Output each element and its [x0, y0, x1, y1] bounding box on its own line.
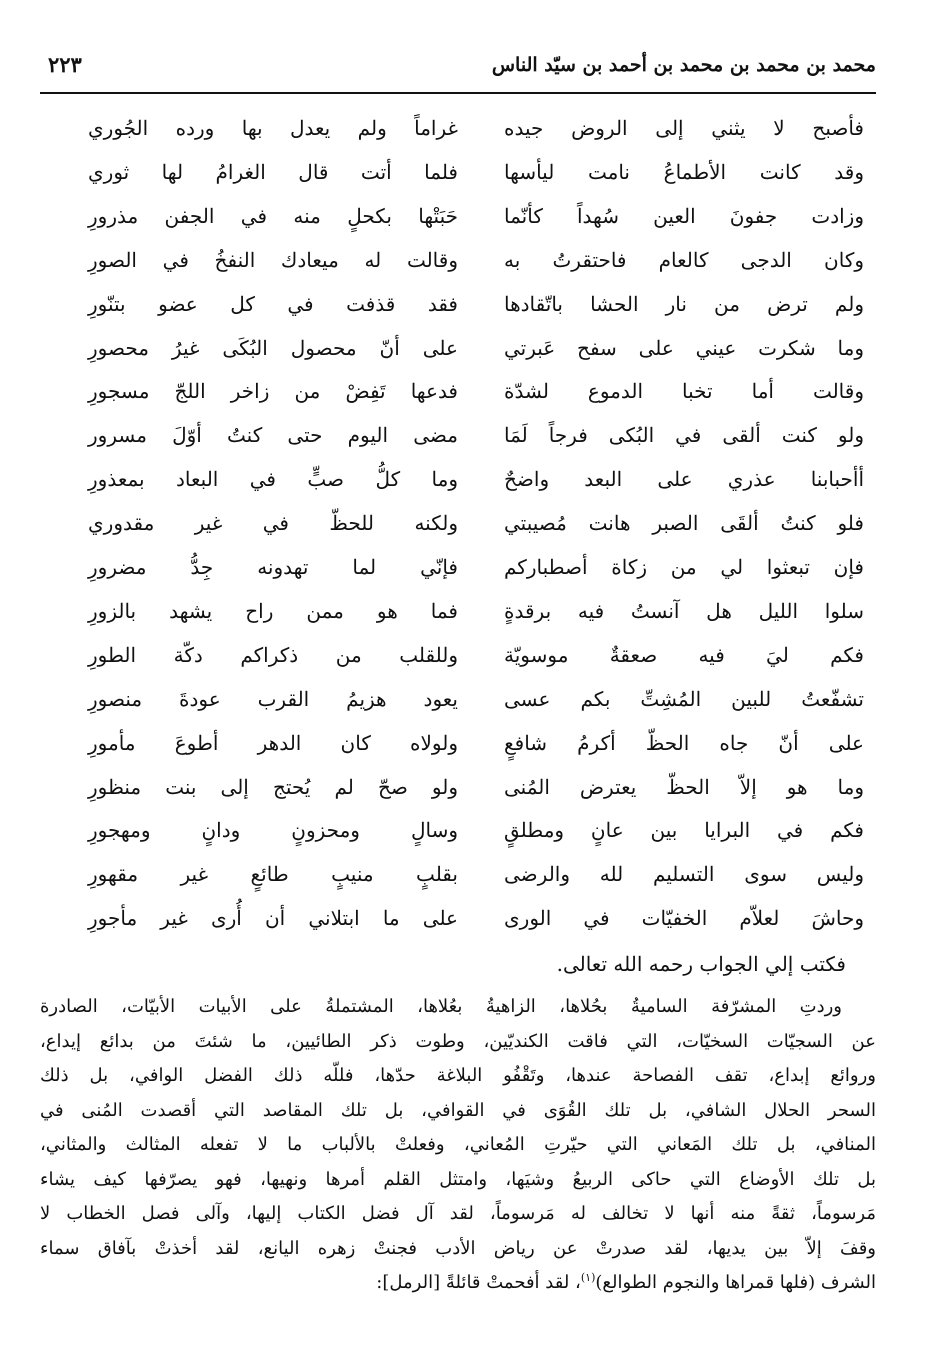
verse-first-hemistich: فلو كنتُ ألقَى الصبر هانت مُصيبتي [504, 511, 864, 535]
verse-first-hemistich: فكم في البرايا بين عانٍ ومطلقٍ [504, 818, 864, 842]
verse-first-hemistich: وليس سوى التسليم لله والرضى [504, 862, 864, 886]
verse-first-hemistich: وزادت جفونَ العين سُهداً كأنّما [504, 204, 864, 228]
verse-first-hemistich: فإن تبعثوا لي من زكاة أصطباركم [504, 555, 864, 579]
verse-second-hemistich: يعود هزيمُ القرب عودةَ منصورِ [88, 687, 458, 711]
verse-first-hemistich: وقالت أما تخبا الدموع لشدّة [504, 379, 864, 403]
verse-first-hemistich: تشفّعتُ للبين المُشِتِّ بكم عسى [504, 687, 864, 711]
header-rule [40, 92, 876, 94]
verse-second-hemistich: وسالٍ ومحزونٍ ودانٍ ومهجورِ [88, 818, 458, 842]
verse-second-hemistich: بقلبٍ منيبٍ طائعٍ غير مقهورِ [88, 862, 458, 886]
prose-line-text: الشرف (فلها قمراها والنجوم الطوالع) [595, 1272, 876, 1293]
prose-line [40, 990, 876, 1025]
prose-line [40, 1128, 876, 1163]
verse-second-hemistich: على أنّ محصول البُكَى غيرُ محصورِ [88, 336, 458, 360]
verse-first-hemistich: فكم ليَ فيه صعقةٌ موسويّة [504, 643, 864, 667]
verse-first-hemistich: وحاشَ لعلاّم الخفيّات في الورى [504, 906, 864, 930]
verse-first-hemistich: وقد كانت الأطماعُ نامت ليأسها [504, 160, 864, 184]
verse-second-hemistich: وقالت له ميعادك النفخُ في الصورِ [88, 248, 458, 272]
prose-line [40, 1094, 876, 1129]
verse-second-hemistich: حَبَتْها بكحلٍ منه في الجفن مذرورِ [88, 204, 458, 228]
verse-first-hemistich: وكان الدجى كالعام فاحتقرتُ به [504, 248, 864, 272]
verse-second-hemistich: فدعها تَفِضْ من زاخر اللجّ مسجورِ [88, 379, 458, 403]
verse-second-hemistich: فإنّي لما تهدونه جِدُّ مضرورِ [88, 555, 458, 579]
prose-line [40, 1232, 876, 1267]
verse-first-hemistich: أأحبابنا عذري على البعد واضحٌ [504, 467, 864, 491]
verse-first-hemistich: ولو كنت ألقى في البُكى فرجاً لَمَا [504, 423, 864, 447]
prose-body [40, 990, 876, 1301]
prose-line [40, 1163, 876, 1198]
verse-first-hemistich: ولم ترض من نار الحشا باتّقادها [504, 292, 864, 316]
verse-second-hemistich: ولكنه للحظّ في غير مقدوري [88, 511, 458, 535]
verse-second-hemistich: فلما أتت قال الغرامُ لها ثوري [88, 160, 458, 184]
running-title: محمد بن محمد بن محمد بن أحمد بن سيّد الناس [491, 54, 876, 76]
verse-second-hemistich: وما كلُّ صبٍّ في البعاد بمعذورِ [88, 467, 458, 491]
verse-second-hemistich: وللقلب من ذكراكم دكّة الطورِ [88, 643, 458, 667]
prose-line-text: وقفَ إلاّ بين يديها، لقد صدرتْ عن رياض الأدب فجنتْ زهره اليانع، لقد أخذتْ بآفاق سماء [40, 1237, 876, 1259]
footnote-marker: (١) [580, 1271, 596, 1284]
page-header [40, 50, 876, 86]
prose-line-text: بل تلك الأوضاع التي حاكى الربيعُ وشيَها، وامتثل القلم أمرها ونهيها، فهو يصرّفها كيف يشاء [40, 1168, 876, 1190]
verse-first-hemistich: على أنّ جاه الحظّ أكرمُ شافعٍ [504, 731, 864, 755]
prose-line [40, 1266, 876, 1301]
verse-first-hemistich: سلوا الليل هل آنستُ فيه برقدةٍ [504, 599, 864, 623]
verse-first-hemistich: فأصبح لا يثني إلى الروض جيده [504, 116, 864, 140]
prose-line-text: وروائع إبداع، تقف الفصاحة عندها، وتَقْفُو البلاغة حدّها، فللّه ذلك الفضل الوافي، بل ذلك [40, 1065, 876, 1086]
intro-line: فكتب إلي الجواب رحمه الله تعالى. [556, 952, 846, 976]
prose-line-text: عن السجيّات السخيّات، التي فاقت الكنديّين، وطوت ذكر الطائيين، ما شئتَ من بدائع إيداع، [40, 1030, 877, 1052]
prose-line-text: السحر الحلال الشافي، بل تلك القُوَى في القوافي، بل تلك المقاصد التي أقصدت المُنى في [40, 1099, 876, 1121]
verse-second-hemistich: مضى اليوم حتى كنتُ أوّلَ مسرور [88, 423, 458, 447]
prose-line-tail: ، لقد أفحمتْ قائلةً [الرمل]: [376, 1272, 581, 1293]
page-number: ٢٢٣ [48, 52, 82, 77]
prose-line [40, 1197, 876, 1232]
verse-second-hemistich: ولولاه كان الدهر أطوعَ مأمورِ [88, 731, 458, 755]
verse-second-hemistich: على ما ابتلاني أن أُرى غير مأجورِ [88, 906, 458, 930]
verse-first-hemistich: وما شكرت عيني على سفح عَبرتي [504, 336, 864, 360]
prose-line [40, 1059, 876, 1094]
verse-first-hemistich: وما هو إلاّ الحظّ يعترض المُنى [504, 775, 864, 799]
verse-second-hemistich: ولو صحّ لم يُحتج إلى بنت منظورِ [88, 775, 458, 799]
verse-second-hemistich: غراماً ولم يعدل بها ورده الجُوري [88, 116, 458, 140]
prose-line [40, 1025, 876, 1060]
prose-line-text: وردتِ المشرّفة الساميةُ بحُلاها، الزاهيةُ بعُلاها، المشتملةُ على الأبيات الأبيّات، الصادرة [40, 996, 842, 1017]
verse-second-hemistich: فقد قذفت في كل عضو بتنّورِ [88, 292, 458, 316]
verse-second-hemistich: فما هو ممن راح يشهد بالزورِ [88, 599, 458, 623]
prose-line-text: المنافي، بل تلك المَعاني التي حيّرتِ المُعاني، وفعلتْ بالألباب ما لا تفعله المثالث والمثاني، [40, 1134, 876, 1155]
prose-line-text: مَرسوماً، ثقةً منه أنها لا تخالف له مَرسوماً، لقد آل فضل الكتاب إليها، وآلى فصل الخطاب لا [40, 1203, 876, 1224]
